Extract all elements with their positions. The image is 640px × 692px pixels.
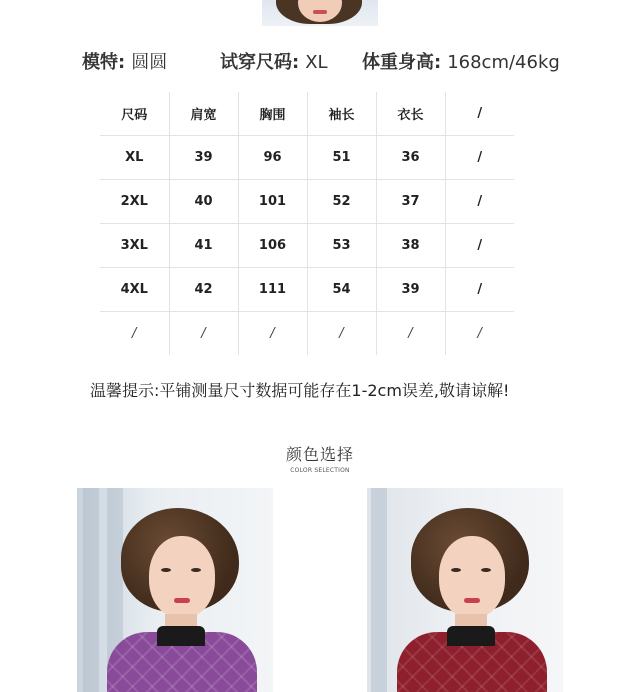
model-label: 模特: [82, 52, 126, 73]
curtain [83, 488, 99, 692]
table-cell: 39 [376, 268, 445, 312]
model-eye [161, 568, 171, 572]
body-info-group [362, 48, 560, 74]
table-cell: 2XL [100, 180, 169, 224]
table-cell: 37 [376, 180, 445, 224]
table-cell: 53 [307, 224, 376, 268]
table-cell: 51 [307, 136, 376, 180]
table-cell: 38 [376, 224, 445, 268]
model-face [439, 536, 505, 618]
table-cell: 52 [307, 180, 376, 224]
table-cell: 54 [307, 268, 376, 312]
top-model-photo [262, 0, 378, 26]
table-cell: 4XL [100, 268, 169, 312]
model-name-group [82, 48, 167, 74]
table-header-row [100, 92, 514, 136]
purple-jacket-photo [77, 488, 273, 692]
color-selection-title: 颜色选择 [285, 445, 354, 464]
table-cell: / [445, 180, 514, 224]
table-cell: / [445, 224, 514, 268]
try-size-label: 试穿尺码: [220, 52, 300, 73]
table-row [100, 268, 514, 312]
model-info [82, 46, 582, 76]
table-cell: 41 [169, 224, 238, 268]
table-cell: 3XL [100, 224, 169, 268]
table-cell: 42 [169, 268, 238, 312]
size-chart-table [100, 92, 514, 355]
table-row [100, 136, 514, 180]
table-cell: / [238, 312, 307, 356]
table-cell: / [376, 312, 445, 356]
table-cell: / [169, 312, 238, 356]
table-cell: / [100, 312, 169, 356]
header-cell: 衣长 [376, 92, 445, 136]
color-selection-heading [0, 442, 640, 474]
table-cell: 40 [169, 180, 238, 224]
model-lips [174, 598, 190, 603]
model-eye [451, 568, 461, 572]
model-eye [481, 568, 491, 572]
header-cell: / [445, 92, 514, 136]
table-cell: / [445, 136, 514, 180]
table-cell: 111 [238, 268, 307, 312]
header-cell: 尺码 [100, 92, 169, 136]
table-cell: / [445, 268, 514, 312]
table-cell: 96 [238, 136, 307, 180]
model-face [149, 536, 215, 618]
header-cell: 胸围 [238, 92, 307, 136]
wine-jacket-photo [367, 488, 563, 692]
table-cell: XL [100, 136, 169, 180]
black-turtleneck [157, 626, 205, 646]
table-row [100, 180, 514, 224]
table-row [100, 312, 514, 356]
table-cell: 101 [238, 180, 307, 224]
table-row [100, 224, 514, 268]
color-selection-subtitle: COLOR SELECTION [290, 467, 350, 474]
body-info-label: 体重身高: [362, 52, 442, 73]
table-cell: / [307, 312, 376, 356]
header-cell: 袖长 [307, 92, 376, 136]
model-lips [313, 10, 327, 14]
model-lips [464, 598, 480, 603]
model-value: 圆圆 [131, 52, 168, 73]
black-turtleneck [447, 626, 495, 646]
measurement-tip: 温馨提示:平铺测量尺寸数据可能存在1-2cm误差,敬请谅解! [90, 381, 510, 400]
curtain [371, 488, 387, 692]
table-cell: / [477, 326, 482, 341]
try-size-value: XL [305, 52, 328, 73]
try-size-group [220, 48, 328, 74]
header-cell: 肩宽 [169, 92, 238, 136]
table-cell: 106 [238, 224, 307, 268]
body-info-value: 168cm/46kg [447, 52, 560, 73]
table-cell: 36 [376, 136, 445, 180]
model-eye [191, 568, 201, 572]
table-cell: 39 [169, 136, 238, 180]
